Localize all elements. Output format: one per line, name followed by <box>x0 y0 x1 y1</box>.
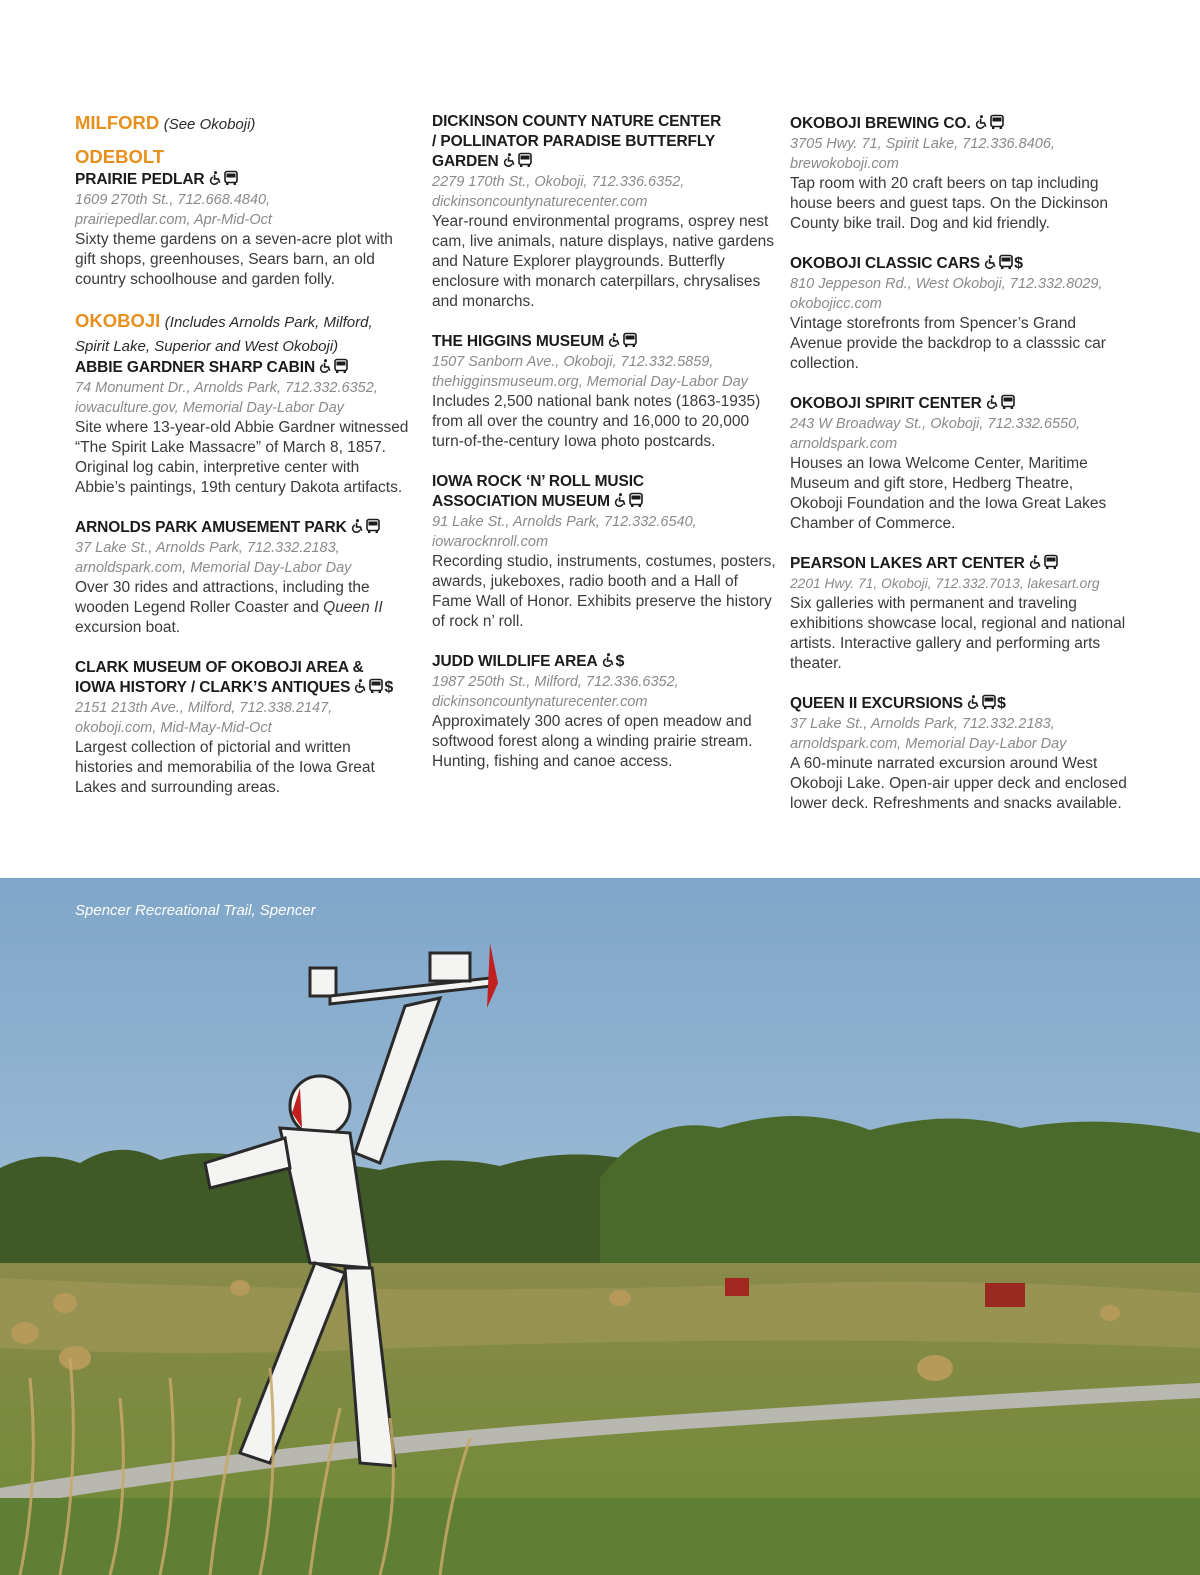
wheelchair-icon <box>974 114 989 130</box>
listing-okoboji-classic-cars <box>790 254 1130 374</box>
listing-name: OKOBOJI CLASSIC CARS $ <box>790 255 1023 272</box>
listing-website: okoboji.com, Mid-May-Mid-Oct <box>75 720 272 736</box>
listing-website: arnoldspark.com, Memorial Day-Labor Day <box>790 736 1067 752</box>
listing-description: Includes 2,500 national bank notes (1863-1935) from all over the country and 16,000 to 20,000 turn-of-the-century Iowa photo postcards. <box>432 393 761 450</box>
listing-abbie-gardner <box>75 358 410 498</box>
listing-name: OKOBOJI SPIRIT CENTER <box>790 394 1130 414</box>
listing-name: JUDD WILDLIFE AREA $ <box>432 653 625 670</box>
listing-description: A 60-minute narrated excursion around West Okoboji Lake. Open-air upper deck and enclosed lower deck. Refreshments and snacks available. <box>790 755 1127 812</box>
listing-address: 37 Lake St., Arnolds Park, 712.332.2183, <box>75 540 340 556</box>
column-3 <box>790 114 1130 834</box>
listing-name: ARNOLDS PARK AMUSEMENT PARK <box>75 518 410 538</box>
listing-prairie-pedlar <box>75 170 410 290</box>
listing-address: 1507 Sanborn Ave., Okoboji, 712.332.5859, <box>432 354 714 370</box>
bus-icon <box>1043 554 1059 570</box>
listing-name-line3: GARDEN <box>432 152 777 172</box>
listing-description: Largest collection of pictorial and written histories and memorabilia of the Iowa Great Lakes and surrounding areas. <box>75 739 375 796</box>
listing-website: iowarocknroll.com <box>432 534 549 550</box>
listing-iowa-rock-n-roll <box>432 472 777 632</box>
listing-name: QUEEN II EXCURSIONS $ <box>790 695 1006 712</box>
bus-icon <box>628 492 644 508</box>
wheelchair-icon <box>350 518 365 534</box>
listing-name: CLARK MUSEUM OF OKOBOJI AREA & <box>75 659 364 676</box>
column-2 <box>432 112 777 792</box>
bus-icon <box>1000 394 1016 410</box>
listing-name-line2: IOWA HISTORY / CLARK’S ANTIQUES $ <box>75 679 394 696</box>
listing-website: arnoldspark.com, Memorial Day-Labor Day <box>75 560 352 576</box>
listing-address: 1987 250th St., Milford, 712.336.6352, <box>432 674 679 690</box>
wheelchair-icon <box>502 152 517 168</box>
listing-dickinson-nature-center <box>432 112 777 312</box>
trail-photo <box>0 878 1200 1575</box>
wheelchair-icon <box>1028 554 1043 570</box>
listing-name: PEARSON LAKES ART CENTER <box>790 554 1130 574</box>
listing-address: 74 Monument Dr., Arnolds Park, 712.332.6352, <box>75 380 378 396</box>
photo-caption: Spencer Recreational Trail, Spencer <box>75 902 316 919</box>
city-note: (See Okoboji) <box>163 116 256 133</box>
listing-website: brewokoboji.com <box>790 156 899 172</box>
listing-okoboji-spirit-center <box>790 394 1130 534</box>
wheelchair-icon <box>208 170 223 186</box>
listing-name: IOWA ROCK ‘N’ ROLL MUSIC <box>432 473 645 490</box>
wheelchair-icon <box>601 652 616 668</box>
listing-description: Approximately 300 acres of open meadow and softwood forest along a winding prairie stream. Hunting, fishing and canoe access. <box>432 713 753 770</box>
listing-description: Houses an Iowa Welcome Center, Maritime Museum and gift store, Hedberg Theatre, Okoboji Foundation and the Iowa Great Lakes Chamber of Commerce. <box>790 455 1107 532</box>
listing-address: 2151 213th Ave., Milford, 712.338.2147, <box>75 700 333 716</box>
listing-website: thehigginsmuseum.org, Memorial Day-Labor Day <box>432 374 748 390</box>
fee-icon: $ <box>384 679 394 696</box>
column-1 <box>75 112 410 818</box>
city-note: Spirit Lake, Superior and West Okoboji) <box>75 338 339 355</box>
listing-description: Vintage storefronts from Spencer’s Grand Avenue provide the backdrop to a classsic car collection. <box>790 315 1106 372</box>
listing-higgins-museum <box>432 332 777 452</box>
listing-arnolds-park <box>75 518 410 638</box>
listing-okoboji-brewing <box>790 114 1130 234</box>
wheelchair-icon <box>966 694 981 710</box>
bus-icon <box>998 254 1014 270</box>
listing-description: Sixty theme gardens on a seven-acre plot with gift shops, greenhouses, Sears barn, an old country schoolhouse and garden folly. <box>75 231 393 288</box>
listing-name: DICKINSON COUNTY NATURE CENTER <box>432 113 722 130</box>
bus-icon <box>333 358 349 374</box>
wheelchair-icon <box>983 254 998 270</box>
fee-icon: $ <box>1014 255 1023 272</box>
listing-website: prairiepedlar.com, Apr-Mid-Oct <box>75 212 272 228</box>
city-heading-okoboji: OKOBOJI (Includes Arnolds Park, Milford, <box>75 310 373 331</box>
listing-description: Site where 13-year-old Abbie Gardner witnessed “The Spirit Lake Massacre” of March 8, 1857. Original log cabin, interpretive center with Abbie’s paintings, 19th century Dakota artifacts. <box>75 419 409 496</box>
listing-name-line2: / POLLINATOR PARADISE BUTTERFLY <box>432 133 716 150</box>
landscape-illustration <box>0 878 1200 1575</box>
listing-website: dickinsoncountynaturecenter.com <box>432 194 648 210</box>
wheelchair-icon <box>613 492 628 508</box>
listing-address: 243 W Broadway St., Okoboji, 712.332.6550, <box>790 416 1081 432</box>
listing-website: dickinsoncountynaturecenter.com <box>432 694 648 710</box>
bus-icon <box>989 114 1005 130</box>
listing-website: okobojicc.com <box>790 296 882 312</box>
listing-clark-museum <box>75 658 410 798</box>
bus-icon <box>365 518 381 534</box>
wheelchair-icon <box>985 394 1000 410</box>
listing-description: Six galleries with permanent and traveling exhibitions showcase local, regional and national artists. Interactive gallery and performing arts theater. <box>790 595 1126 672</box>
bus-icon <box>368 678 384 694</box>
fee-icon: $ <box>615 653 625 670</box>
listing-description: Tap room with 20 craft beers on tap including house beers and guest taps. On the Dickinson County bike trail. Dog and kid friendly. <box>790 175 1108 232</box>
listing-name: OKOBOJI BREWING CO. <box>790 114 1130 134</box>
listing-address: 810 Jeppeson Rd., West Okoboji, 712.332.8029, <box>790 276 1103 292</box>
listing-address: 3705 Hwy. 71, Spirit Lake, 712.336.8406, <box>790 136 1055 152</box>
city-heading-odebolt: ODEBOLT <box>75 146 165 167</box>
listing-address: 91 Lake St., Arnolds Park, 712.332.6540, <box>432 514 697 530</box>
listing-judd-wildlife <box>432 652 777 772</box>
bus-icon <box>622 332 638 348</box>
listing-queen-ii <box>790 694 1130 814</box>
listing-address: 37 Lake St., Arnolds Park, 712.332.2183, <box>790 716 1055 732</box>
listing-description: Year-round environmental programs, osprey nest cam, live animals, nature displays, native gardens and Nature Explorer playgrounds. Butterfly enclosure with monarch caterpillars, chrysalises and monarchs. <box>432 213 775 310</box>
listing-website: iowaculture.gov, Memorial Day-Labor Day <box>75 400 344 416</box>
listing-name-line2: ASSOCIATION MUSEUM <box>432 492 777 512</box>
listing-address: 1609 270th St., 712.668.4840, <box>75 192 271 208</box>
listing-address: 2279 170th St., Okoboji, 712.336.6352, <box>432 174 685 190</box>
listing-description: Over 30 rides and attractions, including the wooden Legend Roller Coaster and Queen II excursion boat. <box>75 579 383 636</box>
wheelchair-icon <box>607 332 622 348</box>
listing-name: ABBIE GARDNER SHARP CABIN <box>75 358 410 378</box>
bus-icon <box>981 694 997 710</box>
listing-description: Recording studio, instruments, costumes, posters, awards, jukeboxes, radio booth and a Hall of Fame Wall of Honor. Exhibits preserve the history of rock n’ roll. <box>432 553 776 630</box>
listing-name: PRAIRIE PEDLAR <box>75 170 410 190</box>
listing-address: 2201 Hwy. 71, Okoboji, 712.332.7013, lakesart.org <box>790 576 1100 591</box>
bus-icon <box>517 152 533 168</box>
listing-pearson-lakes <box>790 554 1130 674</box>
listing-name: THE HIGGINS MUSEUM <box>432 332 777 352</box>
city-heading-milford: MILFORD (See Okoboji) <box>75 112 256 133</box>
listing-website: arnoldspark.com <box>790 436 898 452</box>
wheelchair-icon <box>318 358 333 374</box>
fee-icon: $ <box>996 695 1006 712</box>
bus-icon <box>223 170 239 186</box>
wheelchair-icon <box>353 678 368 694</box>
